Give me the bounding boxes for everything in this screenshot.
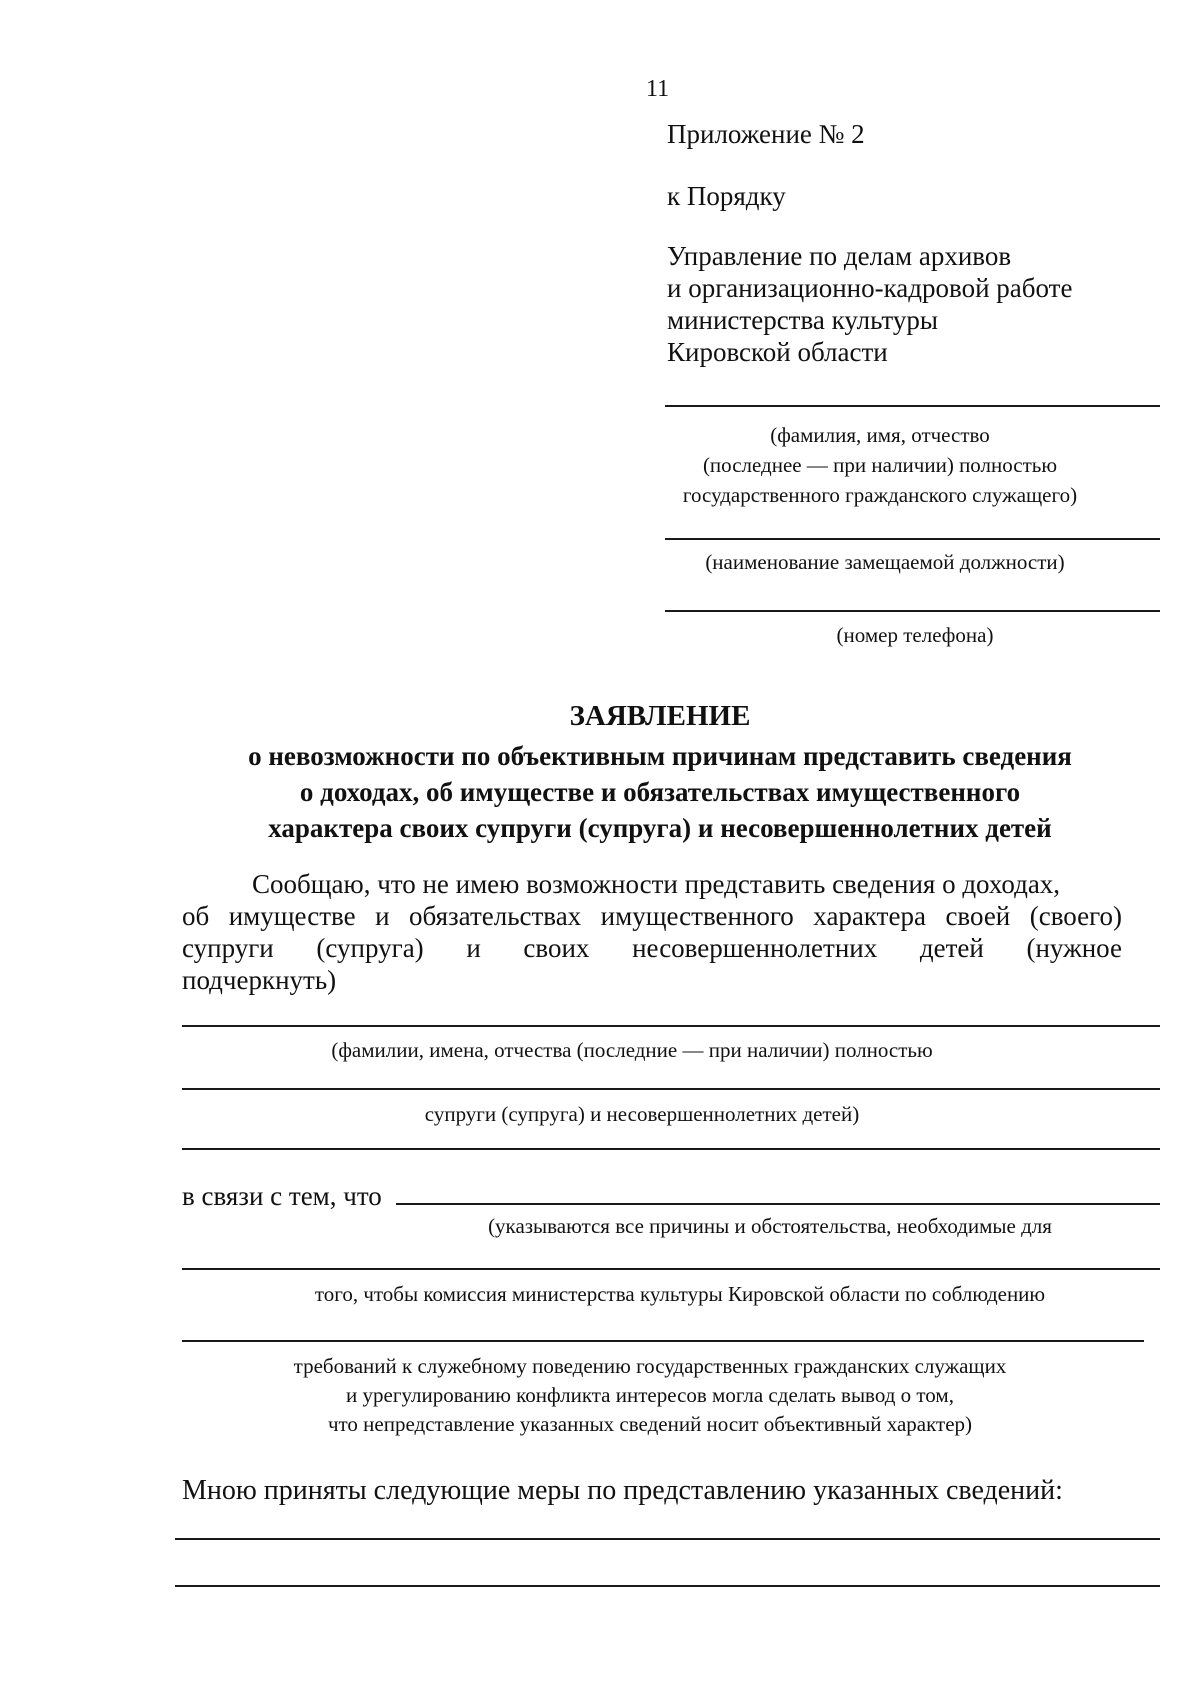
to-order-label: к Порядку	[667, 181, 786, 211]
paragraph-line: Сообщаю, что не имею возможности представить сведения о доходах,	[252, 869, 1061, 899]
caption-line: требований к служебному поведению государственных гражданских служащих	[293, 1354, 1007, 1378]
subtitle-line: характера своих супруги (супруга) и несовершеннолетних детей	[268, 813, 1052, 843]
position-field-line[interactable]	[665, 538, 1160, 540]
full-name-field-line[interactable]	[665, 405, 1160, 407]
names-caption: супруги (супруга) и несовершеннолетних детей)	[424, 1102, 860, 1126]
paragraph-line: подчеркнуть)	[182, 965, 337, 995]
phone-caption: (номер телефона)	[836, 623, 994, 647]
addressee-line: Кировской области	[667, 337, 888, 367]
subtitle-line: о доходах, об имуществе и обязательствах имущественного	[299, 777, 1021, 807]
measures-label: Мною приняты следующие меры по представлению указанных сведений:	[182, 1475, 1063, 1506]
body-paragraph	[182, 868, 1122, 996]
document-title: ЗАЯВЛЕНИЕ	[569, 700, 751, 732]
reasons-caption: того, чтобы комиссия министерства культуры Кировской области по соблюдению	[314, 1282, 1046, 1306]
paragraph-line: супруги (супруга) и своих несовершеннолетних детей (нужное	[182, 933, 1122, 963]
measures-field-line[interactable]	[175, 1538, 1160, 1540]
names-caption: (фамилии, имена, отчества (последние — при наличии) полностью	[331, 1038, 933, 1062]
reasons-caption: (указываются все причины и обстоятельства, необходимые для	[488, 1214, 1052, 1238]
names-field-line[interactable]	[182, 1148, 1160, 1150]
addressee-line: Управление по делам архивов	[667, 241, 1012, 271]
page-number: 11	[646, 76, 670, 102]
names-field-line[interactable]	[182, 1025, 1160, 1027]
due-to-label: в связи с тем, что	[182, 1181, 382, 1211]
caption-line: государственного гражданского служащего)	[682, 483, 1078, 507]
reasons-field-line[interactable]	[182, 1340, 1144, 1342]
caption-line: что непредставление указанных сведений носит объективный характер)	[327, 1412, 973, 1436]
paragraph-line: об имуществе и обязательствах имущественного характера своей (своего)	[182, 901, 1122, 931]
measures-field-line[interactable]	[175, 1585, 1160, 1587]
caption-line: (последнее — при наличии) полностью	[702, 453, 1058, 477]
position-caption: (наименование замещаемой должности)	[705, 550, 1065, 574]
reasons-field-line[interactable]	[182, 1268, 1160, 1270]
subtitle-line: о невозможности по объективным причинам представить сведения	[248, 741, 1072, 771]
addressee-line: и организационно-кадровой работе	[667, 273, 1073, 303]
phone-field-line[interactable]	[665, 610, 1160, 612]
caption-line: и урегулированию конфликта интересов могла сделать вывод о том,	[346, 1383, 954, 1407]
caption-line: (фамилия, имя, отчество	[770, 423, 990, 447]
document-subtitle	[160, 738, 1160, 846]
reasons-caption	[200, 1352, 1100, 1439]
names-field-line[interactable]	[182, 1088, 1160, 1090]
reasons-field-line[interactable]	[396, 1203, 1160, 1205]
full-name-caption	[635, 420, 1125, 510]
appendix-label: Приложение № 2	[667, 119, 865, 149]
addressee-line: министерства культуры	[667, 305, 939, 335]
addressee-block	[667, 240, 1072, 368]
